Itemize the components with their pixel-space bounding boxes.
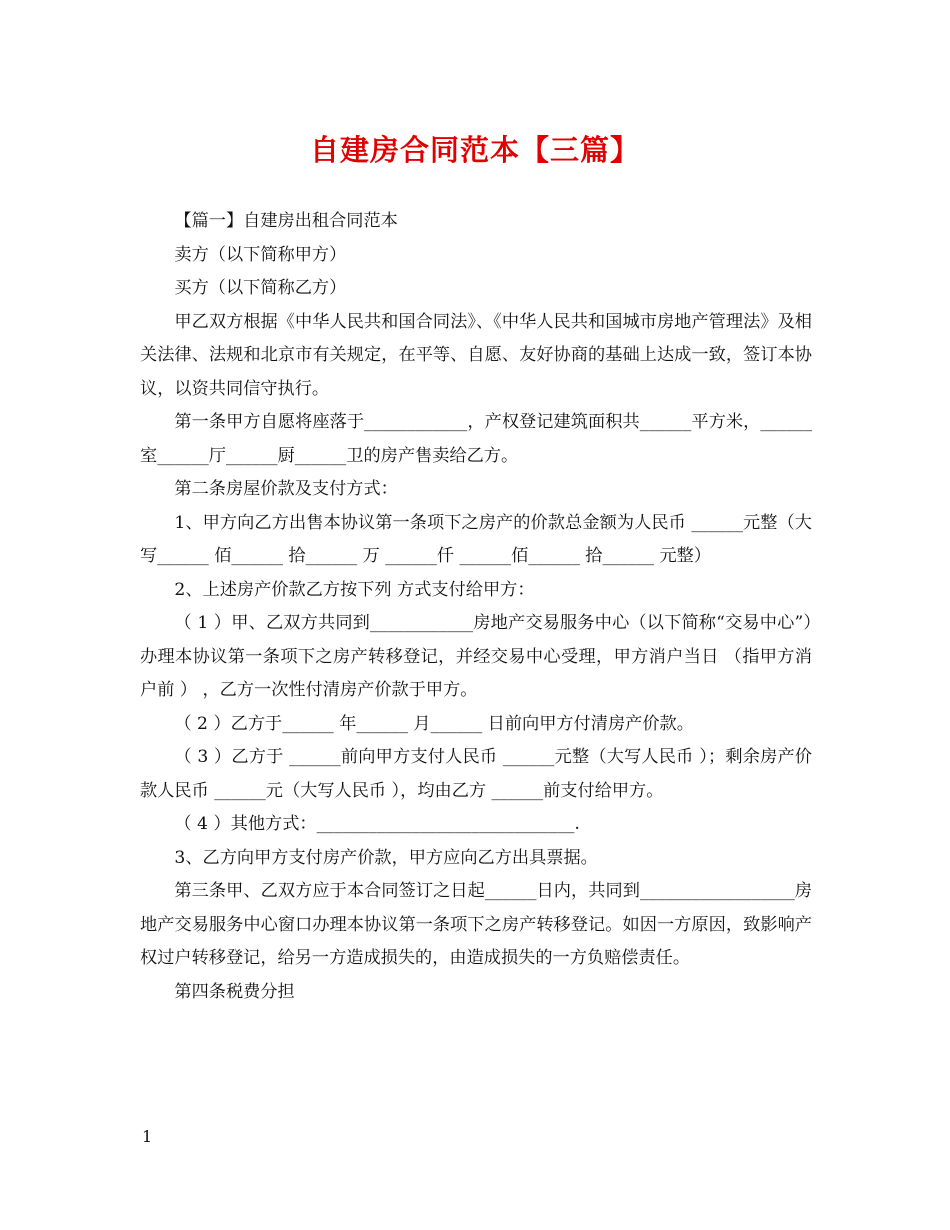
article-1: 第一条甲方自愿将座落于____________，产权登记建筑面积共______平方米，______室______厅______厨______卫的房产售卖给乙方。 [140, 412, 812, 466]
section-heading: 【篇一】自建房出租合同范本 [174, 211, 398, 231]
article-3: 第三条甲、乙双方应于本合同签订之日起______日内，共同到__________________房地产交易服务中心窗口办理本协议第一条项下之房产转移登记。如因一方原因，致影响产权过户转移登记，给另一方造成损失的，由造成损失的一方负赔偿责任。 [140, 881, 812, 968]
article-2-heading: 第二条房屋价款及支付方式： [174, 479, 398, 499]
page-number: 1 [142, 1127, 153, 1146]
article-2-clause-1: 1、甲方向乙方出售本协议第一条项下之房产的价款总金额为人民币 ______元整（大写______ 佰______ 拾______ 万 ______仟 ______佰______ 拾______ 元整） [140, 512, 812, 566]
payment-option-3: （ 3 ）乙方于 ______前向甲方支付人民币 ______元整（大写人民币 ）；剩余房产价款人民币 ______元（大写人民币 ），均由乙方 ______前支付给甲方。 [140, 747, 812, 801]
payment-option-4: （ 4 ）其他方式：______________________________. [174, 814, 580, 834]
article-2-clause-2: 2、上述房产价款乙方按下列 方式支付给甲方： [174, 579, 535, 600]
payment-option-1: （ 1 ）甲、乙双方共同到____________房地产交易服务中心（以下简称“交易中心”）办理本协议第一条项下之房产转移登记，并经交易中心受理，甲方消户当日 （指甲方消户前 ） ，乙方一次性付清房产价款于甲方。 [140, 613, 812, 700]
buyer-line: 买方（以下简称乙方） [174, 278, 347, 298]
document-title: 自建房合同范本【三篇】 [309, 133, 640, 167]
payment-option-2: （ 2 ）乙方于______ 年______ 月______ 日前向甲方付清房产价款。 [174, 713, 694, 734]
preamble-paragraph: 甲乙双方根据《中华人民共和国合同法》、《中华人民共和国城市房地产管理法》及相关法律、法规和北京市有关规定，在平等、自愿、友好协商的基础上达成一致，签订本协议，以资共同信守执行。 [140, 311, 812, 399]
seller-line: 卖方（以下简称甲方） [174, 244, 347, 265]
document-body [140, 205, 812, 1009]
article-4-heading: 第四条税费分担 [174, 981, 295, 1002]
article-2-clause-3: 3、乙方向甲方支付房产价款，甲方应向乙方出具票据。 [174, 847, 598, 868]
